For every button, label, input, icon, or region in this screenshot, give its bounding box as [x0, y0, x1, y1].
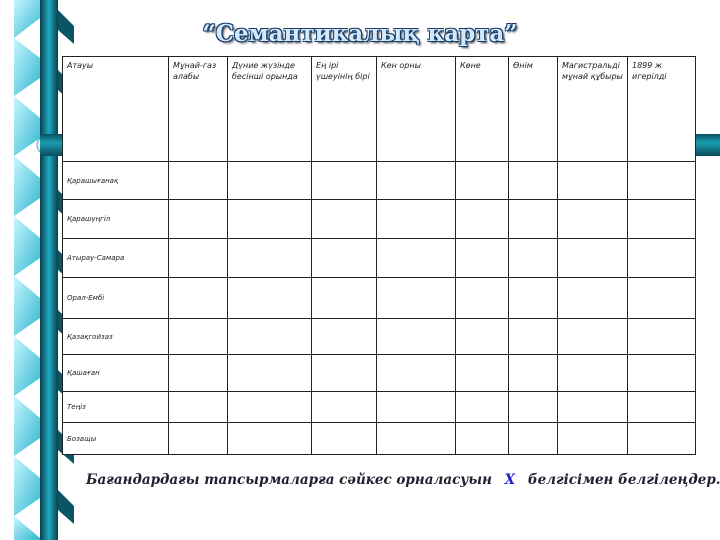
row-name-cell: Қарашығанақ [63, 162, 169, 200]
answer-cell[interactable] [456, 239, 509, 278]
answer-cell[interactable] [312, 319, 377, 355]
answer-cell[interactable] [228, 239, 312, 278]
answer-cell[interactable] [228, 319, 312, 355]
answer-cell[interactable] [558, 239, 628, 278]
slide-title: “Семантикалық карта” [202, 20, 518, 47]
answer-cell[interactable] [169, 355, 228, 392]
answer-cell[interactable] [456, 319, 509, 355]
answer-cell[interactable] [377, 239, 456, 278]
answer-cell[interactable] [628, 239, 696, 278]
header-row [63, 57, 696, 162]
table-row [63, 162, 696, 200]
answer-cell[interactable] [312, 392, 377, 423]
answer-cell[interactable] [377, 278, 456, 319]
answer-cell[interactable] [169, 392, 228, 423]
answer-cell[interactable] [509, 278, 558, 319]
column-header: Магистральді мұнай құбыры [558, 57, 628, 162]
column-header: Кен орны [377, 57, 456, 162]
answer-cell[interactable] [169, 239, 228, 278]
answer-cell[interactable] [509, 392, 558, 423]
answer-cell[interactable] [377, 319, 456, 355]
answer-cell[interactable] [456, 355, 509, 392]
table-row [63, 423, 696, 455]
column-header: Өнім [509, 57, 558, 162]
answer-cell[interactable] [628, 278, 696, 319]
answer-cell[interactable] [169, 319, 228, 355]
x-mark: Х [504, 472, 516, 488]
answer-cell[interactable] [228, 423, 312, 455]
answer-cell[interactable] [628, 319, 696, 355]
answer-cell[interactable] [456, 423, 509, 455]
table-row [63, 355, 696, 392]
row-name-cell: Қашаған [63, 355, 169, 392]
column-header: Ең ірі үшеуінің бірі [312, 57, 377, 162]
row-name-cell: Бозащы [63, 423, 169, 455]
answer-cell[interactable] [312, 423, 377, 455]
answer-cell[interactable] [558, 319, 628, 355]
answer-cell[interactable] [377, 200, 456, 239]
instruction-text-after: белгісімен белгілеңдер. [527, 472, 720, 488]
answer-cell[interactable] [228, 200, 312, 239]
answer-cell[interactable] [377, 355, 456, 392]
table-row [63, 278, 696, 319]
answer-cell[interactable] [558, 423, 628, 455]
answer-cell[interactable] [509, 239, 558, 278]
answer-cell[interactable] [558, 200, 628, 239]
table-row [63, 239, 696, 278]
column-header: Атауы [63, 57, 169, 162]
table-row [63, 319, 696, 355]
answer-cell[interactable] [558, 355, 628, 392]
answer-cell[interactable] [558, 162, 628, 200]
answer-cell[interactable] [312, 278, 377, 319]
semantic-map-table [62, 56, 696, 455]
answer-cell[interactable] [456, 278, 509, 319]
instruction-text-before: Бағандардағы тапсырмаларға сәйкес орналасуын [86, 472, 492, 488]
answer-cell[interactable] [509, 319, 558, 355]
answer-cell[interactable] [312, 355, 377, 392]
table-row [63, 392, 696, 423]
answer-cell[interactable] [628, 200, 696, 239]
answer-cell[interactable] [312, 239, 377, 278]
answer-cell[interactable] [509, 423, 558, 455]
answer-cell[interactable] [456, 162, 509, 200]
answer-cell[interactable] [377, 423, 456, 455]
row-name-cell: Орал-Ембі [63, 278, 169, 319]
column-header: Көне [456, 57, 509, 162]
answer-cell[interactable] [509, 200, 558, 239]
answer-cell[interactable] [377, 162, 456, 200]
instruction-text [86, 472, 720, 488]
answer-cell[interactable] [456, 392, 509, 423]
table-row [63, 200, 696, 239]
answer-cell[interactable] [377, 392, 456, 423]
column-header: 1899 ж игерілді [628, 57, 696, 162]
answer-cell[interactable] [509, 355, 558, 392]
row-name-cell: Теңіз [63, 392, 169, 423]
answer-cell[interactable] [456, 200, 509, 239]
answer-cell[interactable] [228, 162, 312, 200]
answer-cell[interactable] [228, 392, 312, 423]
row-name-cell: Қазақгойзаз [63, 319, 169, 355]
answer-cell[interactable] [312, 162, 377, 200]
answer-cell[interactable] [509, 162, 558, 200]
column-header: Мұнай-газ алабы [169, 57, 228, 162]
answer-cell[interactable] [628, 355, 696, 392]
row-name-cell: Атырау-Самара [63, 239, 169, 278]
answer-cell[interactable] [169, 278, 228, 319]
column-header: Дүние жүзінде бесінші орында [228, 57, 312, 162]
answer-cell[interactable] [628, 392, 696, 423]
answer-cell[interactable] [169, 162, 228, 200]
answer-cell[interactable] [228, 278, 312, 319]
answer-cell[interactable] [228, 355, 312, 392]
row-name-cell: Қарашүңгіл [63, 200, 169, 239]
answer-cell[interactable] [312, 200, 377, 239]
answer-cell[interactable] [169, 200, 228, 239]
answer-cell[interactable] [169, 423, 228, 455]
answer-cell[interactable] [558, 278, 628, 319]
answer-cell[interactable] [628, 162, 696, 200]
answer-cell[interactable] [558, 392, 628, 423]
answer-cell[interactable] [628, 423, 696, 455]
